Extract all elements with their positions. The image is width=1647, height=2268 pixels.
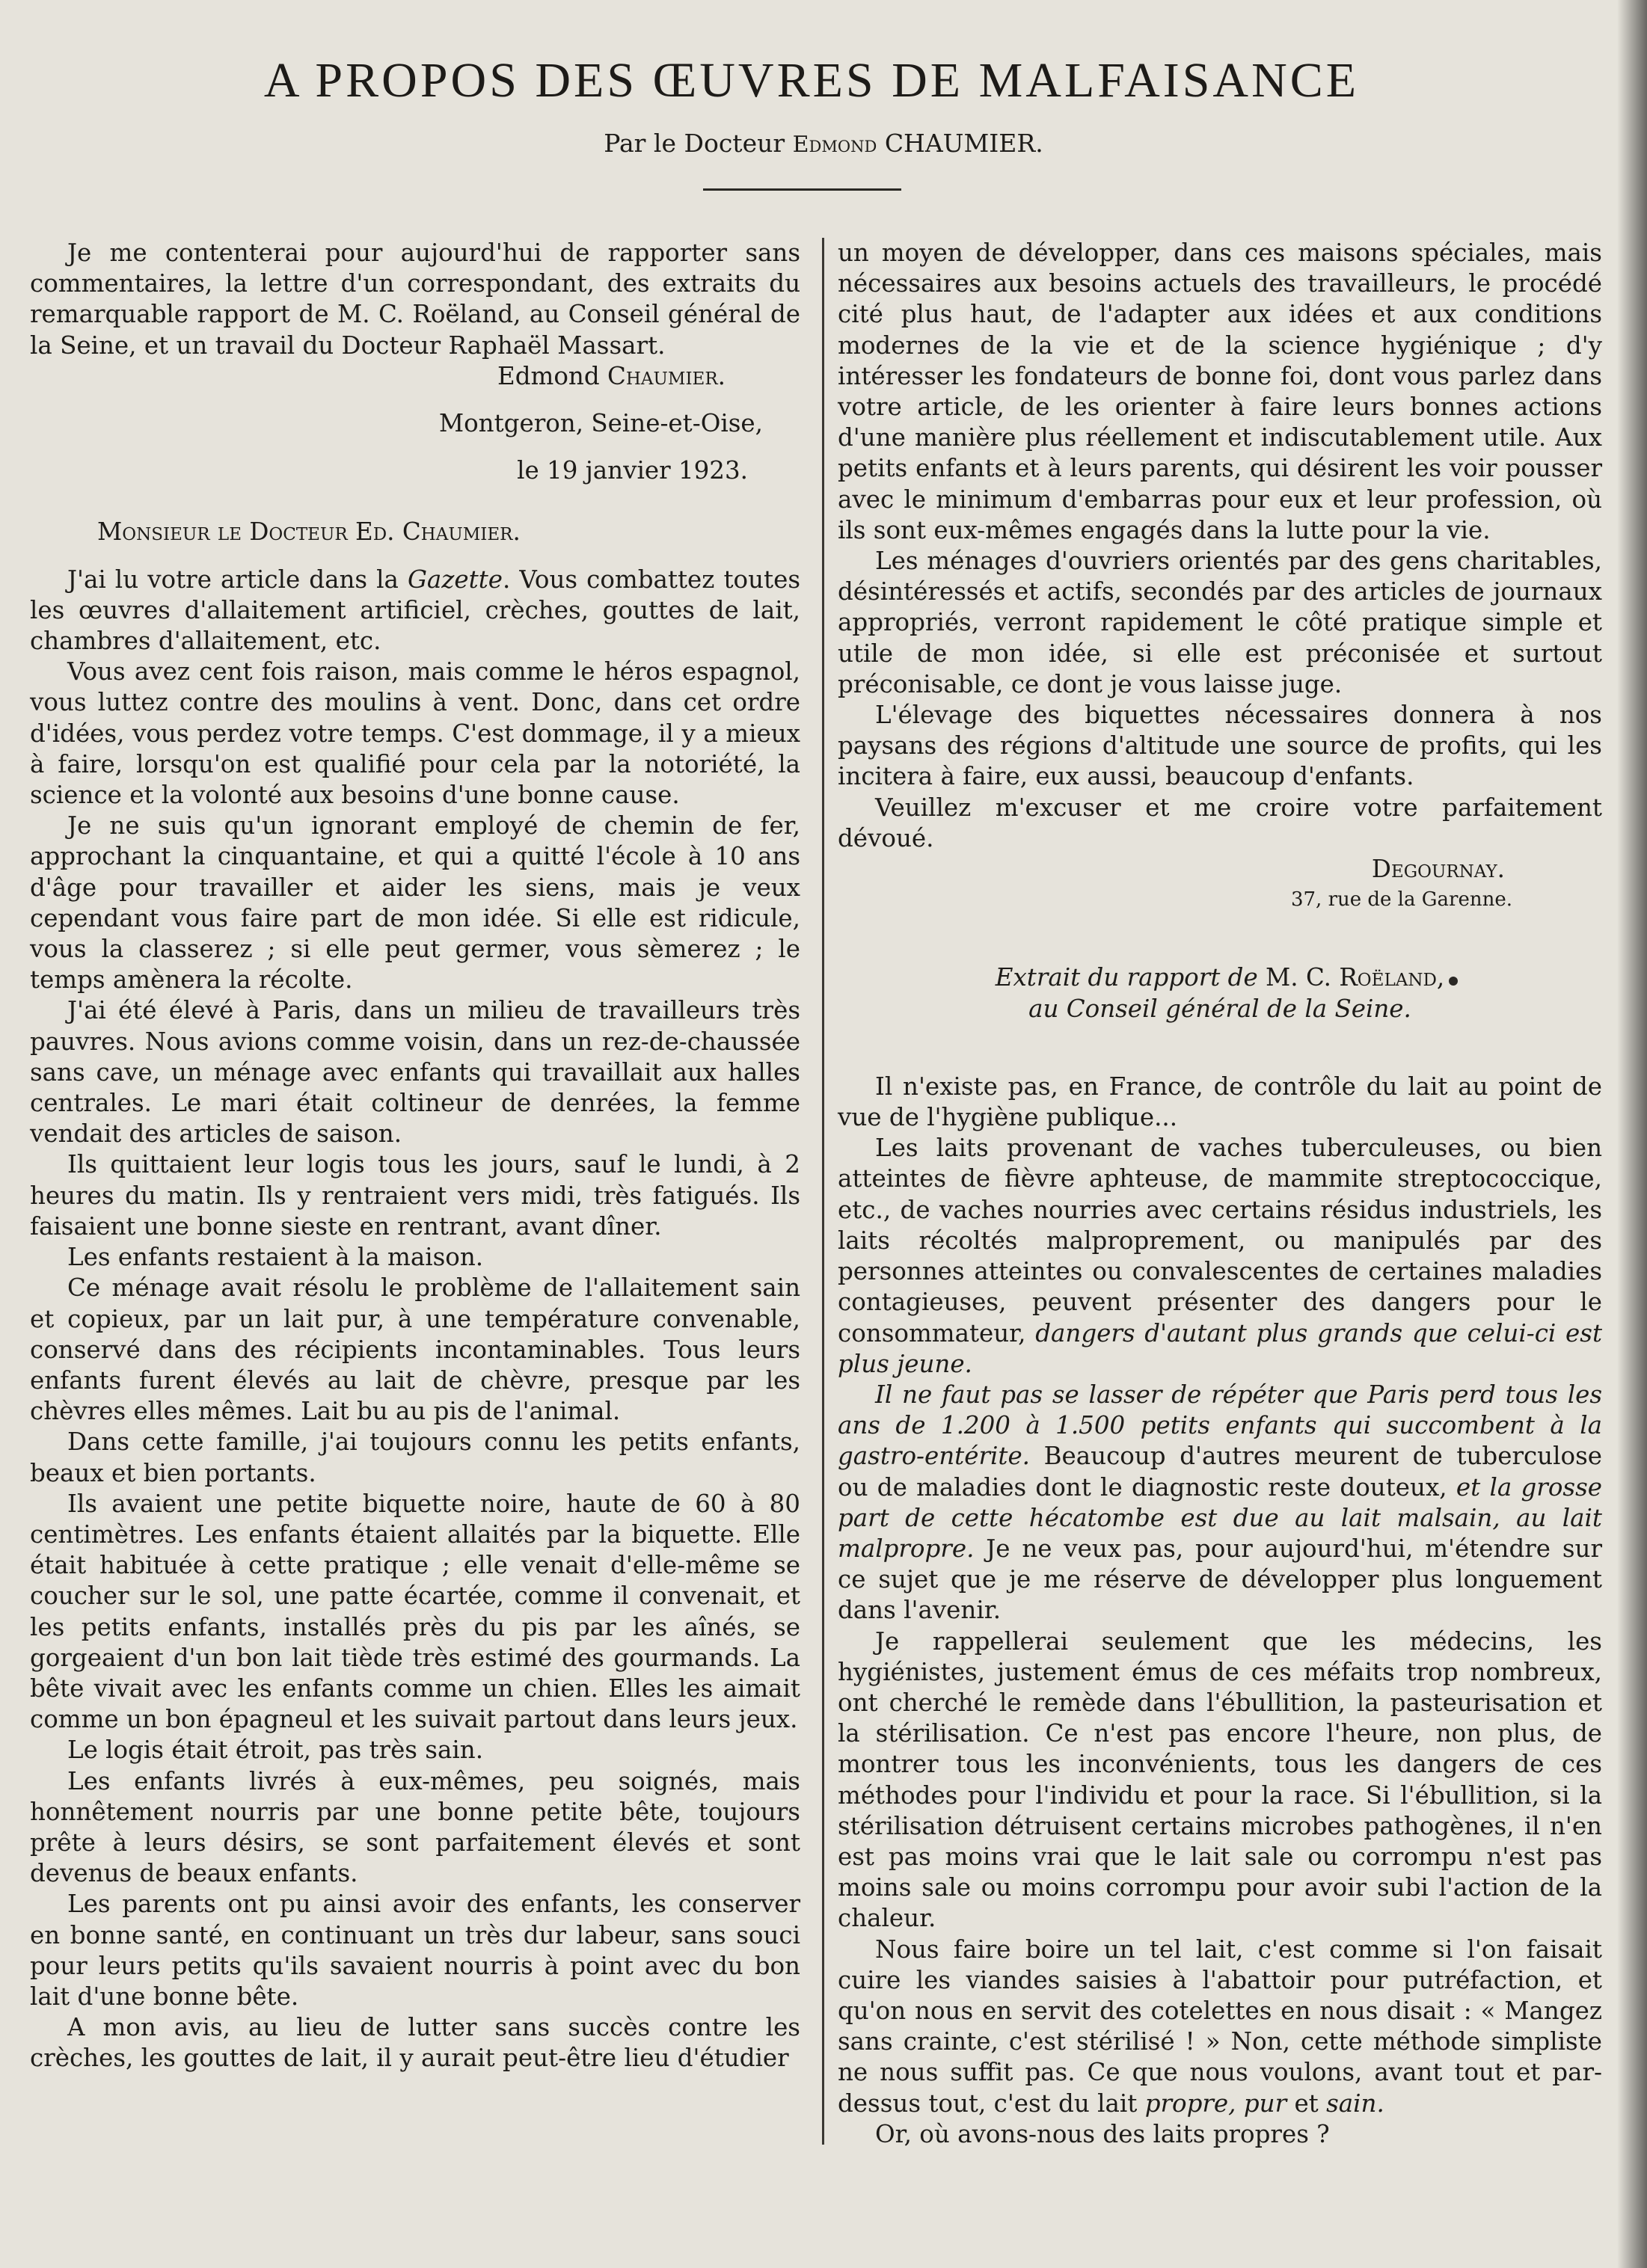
report-paragraph-1: Il n'existe pas, en France, de contrôle du lait au point de vue de l'hygiène publique... — [838, 1072, 1602, 1132]
section-ornament — [1449, 977, 1458, 986]
title-rule — [703, 188, 901, 191]
intro-signature — [30, 361, 800, 392]
column-divider — [822, 238, 824, 2145]
letter-continuation-3: L'élevage des biquettes nécessaires donnera à nos paysans des régions d'altitude une source de profits, qui les incitera à faire, eux aussi, beaucoup d'enfants. — [838, 701, 1602, 791]
extract-heading-line-2: au Conseil général de la Seine. — [1028, 994, 1411, 1023]
article-title: A PROPOS DES ŒUVRES DE MALFAISANCE — [263, 53, 1360, 108]
intro-paragraph: Je me contenterai pour aujourd'hui de rapporter sans commentaires, la lettre d'un correspondant, des extraits du remarquable rapport de M. C. Roëland, au Conseil général de la Seine, et un travail du Docteur Raphaël Massart. — [30, 239, 800, 360]
letter-paragraph-13: A mon avis, au lieu de lutter sans succès contre les crèches, les gouttes de lait, il y aurait peut-être lieu d'étudier — [30, 2013, 800, 2073]
letter-signature: Degournay. — [1371, 855, 1505, 884]
letter-paragraph-7: Ce ménage avait résolu le problème de l'allaitement sain et copieux, par un lait pur, à une température convenable, conservé dans des récipients incontaminables. Tous leurs enfants furent élevés au lait de chèvre, presque par les chèvres elles mêmes. Lait bu au pis de l'animal. — [30, 1273, 800, 1426]
letter-paragraph-11: Les enfants livrés à eux-mêmes, peu soignés, mais honnêtement nourris par une bonne petite bête, toujours prête à leurs désirs, se sont parfaitement élevés et sont devenus de beaux enfants. — [30, 1766, 800, 1888]
page-edge-shadow — [1617, 0, 1647, 2268]
letter-paragraph-4: J'ai été élevé à Paris, dans un milieu de travailleurs très pauvres. Nous avions comme voisin, dans un rez-de-chaussée sans cave, un ménage avec enfants qui travaillait aux halles centrales. Le mari était coltineur de denrées, la femme vendait des articles de saison. — [30, 996, 800, 1149]
report-paragraph-5: Nous faire boire un tel lait, c'est comme si l'on faisait cuire les viandes saisies à l'abattoir pour putréfaction, et qu'on nous en servit des cotelettes en nous disait : « Mangez sans crainte, c'est stérilisé ! » Non, cette méthode simpliste ne nous suffit pas. Ce que nous voulons, avant tout et par-dessus tout, c'est du lait propre, pur et sain. — [838, 1934, 1602, 2118]
byline-first-name: Edmond — [792, 132, 877, 158]
letter-closing: Veuillez m'excuser et me croire votre parfaitement dévoué. — [838, 793, 1602, 852]
intro-signature-last: Chaumier. — [607, 361, 726, 390]
extract-heading-line-1: Extrait du rapport de M. C. Roëland, — [995, 963, 1445, 992]
letter-paragraph-3: Je ne suis qu'un ignorant employé de chemin de fer, approchant la cinquantaine, et qui a quitté l'école à 10 ans d'âge pour travailler et aider les siens, mais je veux cependant vous faire part de mon idée. Si elle est ridicule, vous la classerez ; si elle peut germer, vous sèmerez ; le temps amènera la récolte. — [30, 811, 800, 995]
letter-paragraph-9: Ils avaient une petite biquette noire, haute de 60 à 80 centimètres. Les enfants étaient allaités par la biquette. Elle était habituée à cette pratique ; elle venait d'elle-même se coucher sur le sol, une patte écartée, comme il convenait, et les petits enfants, installés près du pis par les aînés, se gorgeaient d'un bon lait tiède très estimé des gourmands. La bête vivait avec les enfants comme un chien. Elles les aimait comme un bon épagneul et les suivait partout dans leurs jeux. — [30, 1489, 800, 1734]
letter-paragraph-12: Les parents ont pu ainsi avoir des enfants, les conserver en bonne santé, en continuant un très dur labeur, sans souci pour leurs petits qu'ils savaient nourris à point avec du bon lait d'une bonne bête. — [30, 1890, 800, 2011]
report-paragraph-6: Or, où avons-nous des laits propres ? — [875, 2119, 1330, 2148]
letter-paragraph-5: Ils quittaient leur logis tous les jours, sauf le lundi, à 2 heures du matin. Ils y rentraient vers midi, très fatigués. Ils faisaient une bonne sieste en rentrant, avant dîner. — [30, 1150, 800, 1241]
byline — [0, 129, 1647, 158]
byline-last-name: CHAUMIER. — [884, 129, 1043, 158]
letter-paragraph-8: Dans cette famille, j'ai toujours connu les petits enfants, beaux et bien portants. — [30, 1428, 800, 1487]
report-paragraph-4: Je rappellerai seulement que les médecins, les hygiénistes, justement émus de ces méfaits trop nombreux, ont cherché le remède dans l'ébullition, la pasteurisation et la stérilisation. Ce n'est pas encore l'heure, non plus, de montrer tous les inconvénients, tous les dangers de ces méthodes pour l'individu et pour la race. Si l'ébullition, si la stérilisation détruisent certains microbes pathogènes, il n'en est pas moins vrai que le lait sale ou corrompu n'est pas moins sale ou moins corrompu pour avoir subi l'action de la chaleur. — [838, 1626, 1602, 1933]
letter-continuation-1: un moyen de développer, dans ces maisons spéciales, mais nécessaires aux besoins actuels des travailleurs, le procédé cité plus haut, de l'adapter aux idées et aux conditions modernes de la vie et de la science hygiénique ; d'y intéresser les fondateurs de bonne foi, dont vous parlez dans votre article, de les orienter à faire leurs bonnes actions d'une manière plus réellement et indiscutablement utile. Aux petits enfants et à leurs parents, qui désirent les voir pousser avec le minimum d'embarras pour eux et leur profession, où ils sont eux-mêmes engagés dans la lutte pour la vie. — [838, 239, 1602, 544]
report-paragraph-3: Il ne faut pas se lasser de répéter que Paris perd tous les ans de 1.200 à 1.500 petits enfants qui succombent à la gastro-entérite. Beaucoup d'autres meurent de tuberculose ou de maladies dont le diagnostic reste douteux, et la grosse part de cette hécatombe est due au lait malsain, au lait malpropre. Je ne veux pas, pour aujourd'hui, m'étendre sur ce sujet que je me réserve de développer plus longuement dans l'avenir. — [838, 1380, 1602, 1625]
letter-place: Montgeron, Seine-et-Oise, — [438, 409, 763, 438]
letter-continuation-2: Les ménages d'ouvriers orientés par des gens charitables, désintéressés et actifs, secondés par des articles de journaux appropriés, verront rapidement le côté pratique simple et utile de mon idée, si elle est préconisée et surtout préconisable, ce dont je vous laisse juge. — [838, 547, 1602, 698]
byline-prefix: Par le Docteur — [604, 129, 785, 158]
letter-paragraph-1: J'ai lu votre article dans la Gazette. Vous combattez toutes les œuvres d'allaitement artificiel, crèches, gouttes de lait, chambres d'allaitement, etc. — [30, 565, 800, 656]
letter-paragraph-6: Les enfants restaient à la maison. — [67, 1243, 484, 1272]
letter-paragraph-10: Le logis était étroit, pas très sain. — [67, 1736, 484, 1765]
letter-paragraph-2: Vous avez cent fois raison, mais comme le héros espagnol, vous luttez contre des moulins à vent. Donc, dans cet ordre d'idées, vous perdez votre temps. C'est dommage, il y a mieux à faire, lorsqu'on est qualifié pour cela par la notoriété, la science et la volonté aux besoins d'une bonne cause. — [30, 657, 800, 810]
right-column — [838, 238, 1602, 2150]
report-paragraph-2: Les laits provenant de vaches tuberculeuses, ou bien atteintes de fièvre aphteuse, de mammite streptococcique, etc., de vaches nourries avec certains résidus industriels, les laits récoltés malproprement, ou manipulés par des personnes atteintes ou convalescentes de certaines maladies contagieuses, peuvent présenter des dangers pour le consommateur, dangers d'autant plus grands que celui-ci est plus jeune. — [838, 1134, 1602, 1378]
letter-address: 37, rue de la Garenne. — [1290, 888, 1512, 912]
left-column — [30, 238, 800, 2074]
letter-date: le 19 janvier 1923. — [517, 456, 748, 485]
letter-salutation: Monsieur le Docteur Ed. Chaumier. — [97, 517, 521, 547]
intro-signature-first: Edmond — [497, 361, 600, 390]
